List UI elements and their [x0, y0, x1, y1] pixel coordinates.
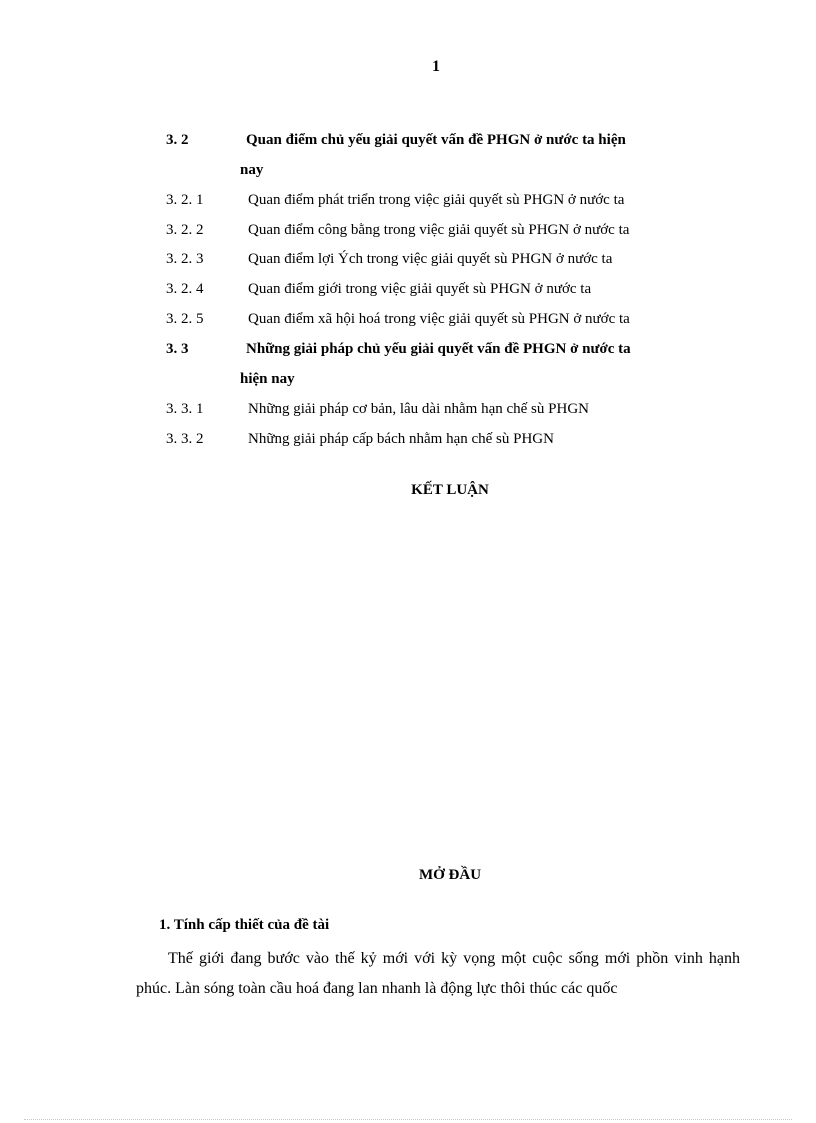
- toc-number: 3. 2. 3: [166, 251, 204, 267]
- toc-number: 3. 2. 4: [166, 281, 204, 297]
- toc-number: 3. 3. 2: [166, 431, 204, 447]
- toc-title: Những giải pháp chủ yếu giải quyết vấn đề PHGN ở nước ta: [246, 341, 631, 357]
- page-number: 1: [432, 58, 440, 75]
- toc-number: 3. 2. 1: [166, 192, 204, 208]
- body-paragraph: Thế giới đang bước vào thế kỷ mới với kỳ vọng một cuộc sống mới phồn vinh hạnh phúc. Làn sóng toàn cầu hoá đang lan nhanh là động lực thôi thúc các quốc: [136, 950, 740, 997]
- toc-title: Những giải pháp cấp bách nhằm hạn chế sù PHGN: [248, 431, 554, 447]
- section-title: 1. Tính cấp thiết của đề tài: [159, 917, 330, 933]
- toc-title: Quan điểm phát triển trong việc giải quyết sù PHGN ở nước ta: [248, 192, 625, 208]
- conclusion-heading: KẾT LUẬN: [411, 482, 489, 498]
- toc-number: 3. 2. 2: [166, 222, 204, 238]
- toc-title: Quan điểm công bằng trong việc giải quyết sù PHGN ở nước ta: [248, 222, 630, 238]
- toc-number: 3. 2: [166, 132, 189, 148]
- toc-title: Những giải pháp cơ bản, lâu dài nhằm hạn chế sù PHGN: [248, 401, 589, 417]
- toc-entry-3-3-continuation: hiện nay: [240, 371, 295, 387]
- toc-title: Quan điểm lợi Ých trong việc giải quyết sù PHGN ở nước ta: [248, 251, 613, 267]
- toc-number: 3. 3: [166, 341, 189, 357]
- toc-entry-3-2-continuation: nay: [240, 162, 264, 178]
- toc-number: 3. 3. 1: [166, 401, 204, 417]
- toc-number: 3. 2. 5: [166, 311, 204, 327]
- toc-title: Quan điểm chủ yếu giải quyết vấn đề PHGN ở nước ta hiện: [246, 132, 626, 148]
- toc-title: Quan điểm xã hội hoá trong việc giải quyết sù PHGN ở nước ta: [248, 311, 630, 327]
- toc-title: Quan điểm giới trong việc giải quyết sù PHGN ở nước ta: [248, 281, 592, 297]
- page-bottom-border: [24, 1119, 792, 1120]
- intro-heading: MỞ ĐẦU: [418, 867, 482, 883]
